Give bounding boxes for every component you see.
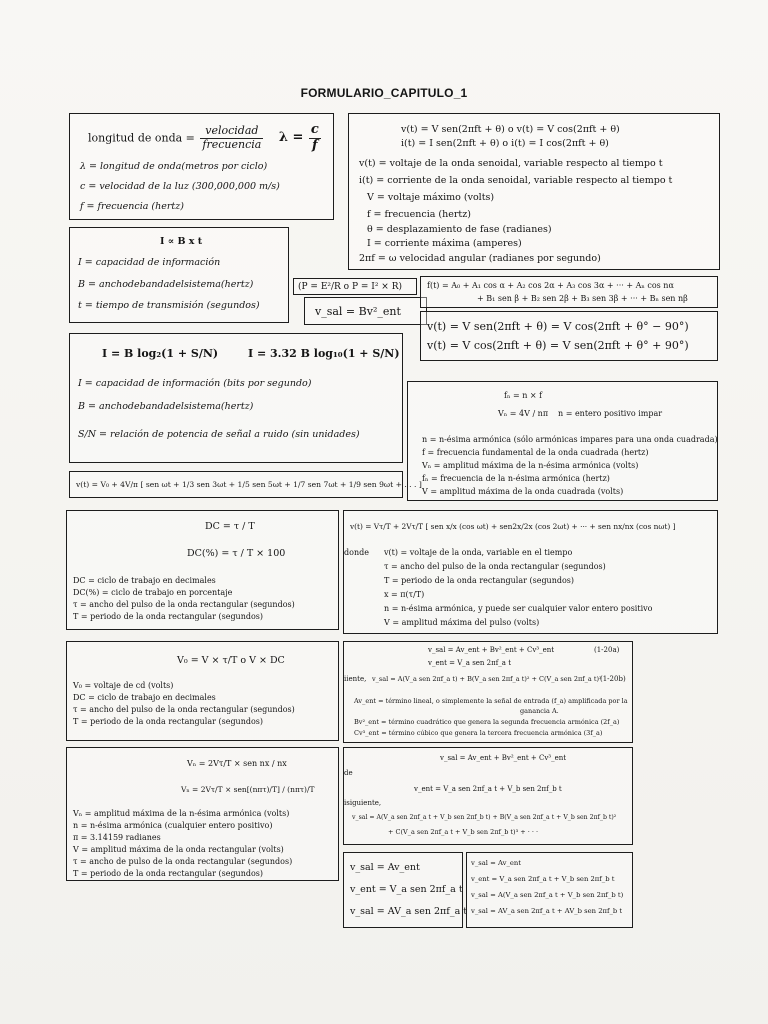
linear-single-line: v_sal = Av_ent bbox=[350, 862, 420, 873]
phase-eq: v(t) = V cos(2πft + θ) = V sen(2πft + θ° + 90°) bbox=[427, 339, 689, 352]
wavelength-def: λ = longitud de onda(metros por ciclo) bbox=[80, 161, 268, 172]
rect-series-donde: donde bbox=[344, 548, 369, 557]
duty-def: DC = ciclo de trabajo en decimales bbox=[73, 576, 216, 585]
nonlinear-def: ganancia A. bbox=[520, 707, 559, 715]
rect-series-def: x = π(τ/T) bbox=[384, 590, 425, 599]
nonlinear-eq: v_sal = Av_ent + Bv²_ent + Cv³_ent bbox=[428, 646, 555, 654]
nonlinear-box bbox=[343, 641, 633, 743]
sine-def: v(t) = voltaje de la onda senoidal, variable respecto al tiempo t bbox=[359, 158, 663, 169]
linear-dual-line: v_ent = V_a sen 2πf_a t + V_b sen 2πf_b t bbox=[471, 875, 615, 883]
harmonics-def: f = frecuencia fundamental de la onda cuadrada (hertz) bbox=[422, 448, 649, 457]
sine-def: i(t) = corriente de la onda senoidal, variable respecto al tiempo t bbox=[359, 175, 673, 186]
intermod-prefix: isiguiente, bbox=[344, 799, 382, 807]
linear-single-line: v_ent = V_a sen 2πf_a t bbox=[350, 884, 463, 895]
nonlinear-eq: v_sal = A(V_a sen 2πf_a t) + B(V_a sen 2πf_a t)² + C(V_a sen 2πf_a t)³ bbox=[372, 675, 602, 683]
sine-def: I = corriente máxima (amperes) bbox=[367, 238, 522, 249]
rect-harm-def: V = amplitud máxima de la onda rectangular (volts) bbox=[73, 845, 284, 854]
dc-def: τ = ancho del pulso de la onda rectangular (segundos) bbox=[73, 705, 295, 714]
duty-eq: DC(%) = τ / T × 100 bbox=[187, 548, 286, 559]
duty-cycle-box bbox=[66, 510, 339, 630]
shannon-box bbox=[69, 333, 403, 463]
wavelength-def: c = velocidad de la luz (300,000,000 m/s) bbox=[80, 181, 280, 192]
lambda-den: f bbox=[312, 137, 318, 153]
fourier-general-box bbox=[420, 276, 718, 308]
rect-harm-def: τ = ancho de pulso de la onda rectangular (segundos) bbox=[73, 857, 293, 866]
hartley-box bbox=[69, 227, 289, 323]
intermod-eq: v_ent = V_a sen 2πf_a t + V_b sen 2πf_b t bbox=[414, 785, 562, 793]
intermod-eq: v_sal = A(V_a sen 2πf_a t + V_b sen 2πf_b t) + B(V_a sen 2πf_a t + V_b sen 2πf_b t)² bbox=[352, 814, 617, 821]
shannon-eq: I = 3.32 B log₁₀(1 + S/N) bbox=[248, 347, 400, 360]
shannon-def: I = capacidad de información (bits por segundo) bbox=[78, 378, 312, 389]
wavelength-num: velocidad bbox=[200, 125, 263, 139]
linear-single-line: v_sal = AV_a sen 2πf_a t bbox=[350, 906, 468, 917]
sine-def: V = voltaje máximo (volts) bbox=[367, 192, 495, 203]
page-title: FORMULARIO_CAPITULO_1 bbox=[300, 86, 468, 100]
sine-eq: v(t) = V sen(2πft + θ) o v(t) = V cos(2πft + θ) bbox=[401, 124, 620, 135]
intermod-eq: + C(V_a sen 2πf_a t + V_b sen 2πf_b t)³ + · · · bbox=[388, 828, 539, 836]
nonlinear-small-box bbox=[304, 297, 427, 325]
nonlinear-def: Av_ent = término lineal, o simplemente la señal de entrada (f_a) amplificada por la bbox=[354, 697, 628, 705]
nonlinear-prefix: iiente, bbox=[344, 675, 367, 683]
fourier-line: + B₁ sen β + B₂ sen 2β + B₃ sen 3β + ··· + Bₙ sen nβ bbox=[477, 294, 688, 303]
duty-eq: DC = τ / T bbox=[205, 521, 255, 532]
hartley-eq: I ∝ B x t bbox=[160, 236, 203, 247]
harmonics-def: Vₙ = amplitud máxima de la n-ésima armónica (volts) bbox=[422, 461, 639, 470]
dc-component-box bbox=[66, 641, 339, 741]
sine-def: 2πf = ω velocidad angular (radianes por segundo) bbox=[359, 253, 601, 264]
duty-def: τ = ancho del pulso de la onda rectangular (segundos) bbox=[73, 600, 295, 609]
shannon-def: S/N = relación de potencia de señal a ruido (sin unidades) bbox=[78, 429, 360, 440]
dc-def: V₀ = voltaje de cd (volts) bbox=[73, 681, 174, 690]
wavelength-def: f = frecuencia (hertz) bbox=[80, 201, 184, 212]
rect-series-def: V = amplitud máxima del pulso (volts) bbox=[384, 618, 540, 627]
hartley-def: I = capacidad de información bbox=[78, 257, 221, 268]
nonlinear-def: Cv³_ent = término cúbico que genera la tercera frecuencia armónica (3f_a) bbox=[354, 729, 603, 737]
hartley-def: t = tiempo de transmisión (segundos) bbox=[78, 300, 260, 311]
rect-harm-eq: Vₙ = 2Vτ/T × sen[(nπτ)/T] / (nπτ)/T bbox=[181, 785, 315, 794]
wavelength-fraction bbox=[200, 125, 263, 151]
shannon-def: B = anchodebandadelsistema(hertz) bbox=[78, 401, 254, 412]
rect-harmonics-box bbox=[66, 747, 339, 881]
duty-def: DC(%) = ciclo de trabajo en porcentaje bbox=[73, 588, 233, 597]
dc-def: DC = ciclo de trabajo en decimales bbox=[73, 693, 216, 702]
hartley-def: B = anchodebandadelsistema(hertz) bbox=[78, 279, 254, 290]
harmonics-eq: Vₙ = 4V / nπ bbox=[498, 409, 549, 418]
nonlinear-tag: (1-20a) bbox=[594, 646, 620, 654]
sine-eq: i(t) = I sen(2πft + θ) o i(t) = I cos(2πft + θ) bbox=[401, 138, 609, 149]
rect-harm-def: Vₙ = amplitud máxima de la n-ésima armónica (volts) bbox=[73, 809, 290, 818]
square-series-box bbox=[69, 471, 422, 498]
linear-single-box bbox=[343, 852, 468, 928]
intermod-box bbox=[343, 747, 633, 845]
wavelength-lhs: longitud de onda = bbox=[88, 131, 195, 145]
sine-def: f = frecuencia (hertz) bbox=[367, 209, 471, 220]
rect-harm-def: n = n-ésima armónica (cualquier entero positivo) bbox=[73, 821, 273, 830]
nonlinear-tag: (1-20b) bbox=[600, 675, 626, 683]
phase-box bbox=[420, 311, 718, 361]
square-series-eq: v(t) = V₀ + 4V/π [ sen ωt + 1/3 sen 3ωt + 1/5 sen 5ωt + 1/7 sen 7ωt + 1/9 sen 9ωt + . . . ] bbox=[76, 480, 422, 489]
wavelength-box bbox=[69, 113, 334, 220]
sine-wave-box bbox=[348, 113, 720, 270]
dc-eq: V₀ = V × τ/T o V × DC bbox=[177, 655, 285, 666]
intermod-eq: v_sal = Av_ent + Bv²_ent + Cv³_ent bbox=[440, 754, 567, 762]
rect-harm-def: T = periodo de la onda rectangular (segundos) bbox=[73, 869, 264, 878]
linear-dual-line: v_sal = Av_ent bbox=[471, 859, 521, 867]
harmonics-def: fₙ = frecuencia de la n-ésima armónica (hertz) bbox=[422, 474, 610, 483]
wavelength-den: frecuencia bbox=[202, 137, 262, 151]
rect-series-def: T = periodo de la onda rectangular (segundos) bbox=[384, 576, 575, 585]
shannon-eq: I = B log₂(1 + S/N) bbox=[102, 347, 219, 360]
dc-def: T = periodo de la onda rectangular (segundos) bbox=[73, 717, 264, 726]
power-eq: (P = E²/R o P = I² × R) bbox=[298, 282, 402, 292]
linear-dual-box bbox=[466, 852, 633, 928]
duty-def: T = periodo de la onda rectangular (segundos) bbox=[73, 612, 264, 621]
harmonics-box bbox=[407, 381, 718, 501]
linear-dual-line: v_sal = AV_a sen 2πf_a t + AV_b sen 2πf_b t bbox=[471, 907, 623, 915]
intermod-de: de bbox=[344, 769, 353, 777]
phase-eq: v(t) = V sen(2πft + θ) = V cos(2πft + θ° − 90°) bbox=[427, 320, 689, 333]
rect-harm-def: π = 3.14159 radianes bbox=[73, 833, 161, 842]
nonlinear-eq: v_ent = V_a sen 2πf_a t bbox=[428, 659, 512, 667]
harmonics-def: n = n-ésima armónica (sólo armónicas impares para una onda cuadrada) bbox=[422, 435, 718, 444]
rect-harm-eq: Vₙ = 2Vτ/T × sen nx / nx bbox=[187, 759, 287, 768]
lambda-fraction bbox=[309, 123, 321, 154]
harmonics-def: V = amplitud máxima de la onda cuadrada (volts) bbox=[422, 487, 624, 496]
rect-series-def: n = n-ésima armónica, y puede ser cualquier valor entero positivo bbox=[384, 604, 653, 613]
nonlinear-small-eq: v_sal = Bv²_ent bbox=[315, 305, 401, 318]
rect-series-def: τ = ancho del pulso de la onda rectangular (segundos) bbox=[384, 562, 606, 571]
wavelength-equation bbox=[88, 123, 323, 154]
harmonics-note: n = entero positivo impar bbox=[558, 409, 663, 418]
fourier-line: f(t) = A₀ + A₁ cos α + A₂ cos 2α + A₃ cos 3α + ··· + Aₙ cos nα bbox=[427, 281, 674, 290]
harmonics-eq: fₙ = n × f bbox=[504, 391, 543, 400]
nonlinear-def: Bv²_ent = término cuadrático que genera la segunda frecuencia armónica (2f_a) bbox=[354, 718, 620, 726]
linear-dual-line: v_sal = A(V_a sen 2πf_a t + V_b sen 2πf_b t) bbox=[471, 891, 624, 899]
sine-def: θ = desplazamiento de fase (radianes) bbox=[367, 224, 552, 235]
rect-series-box bbox=[343, 510, 718, 634]
lambda-num: c bbox=[310, 122, 319, 137]
power-box bbox=[293, 278, 417, 295]
lambda-lhs: λ = bbox=[278, 130, 304, 146]
rect-series-def: v(t) = voltaje de la onda, variable en el tiempo bbox=[384, 548, 573, 557]
rect-series-eq: v(t) = Vτ/T + 2Vτ/T [ sen x/x (cos ωt) + sen2x/2x (cos 2ωt) + ··· + sen nx/nx (cos nωt) ] bbox=[350, 522, 676, 531]
